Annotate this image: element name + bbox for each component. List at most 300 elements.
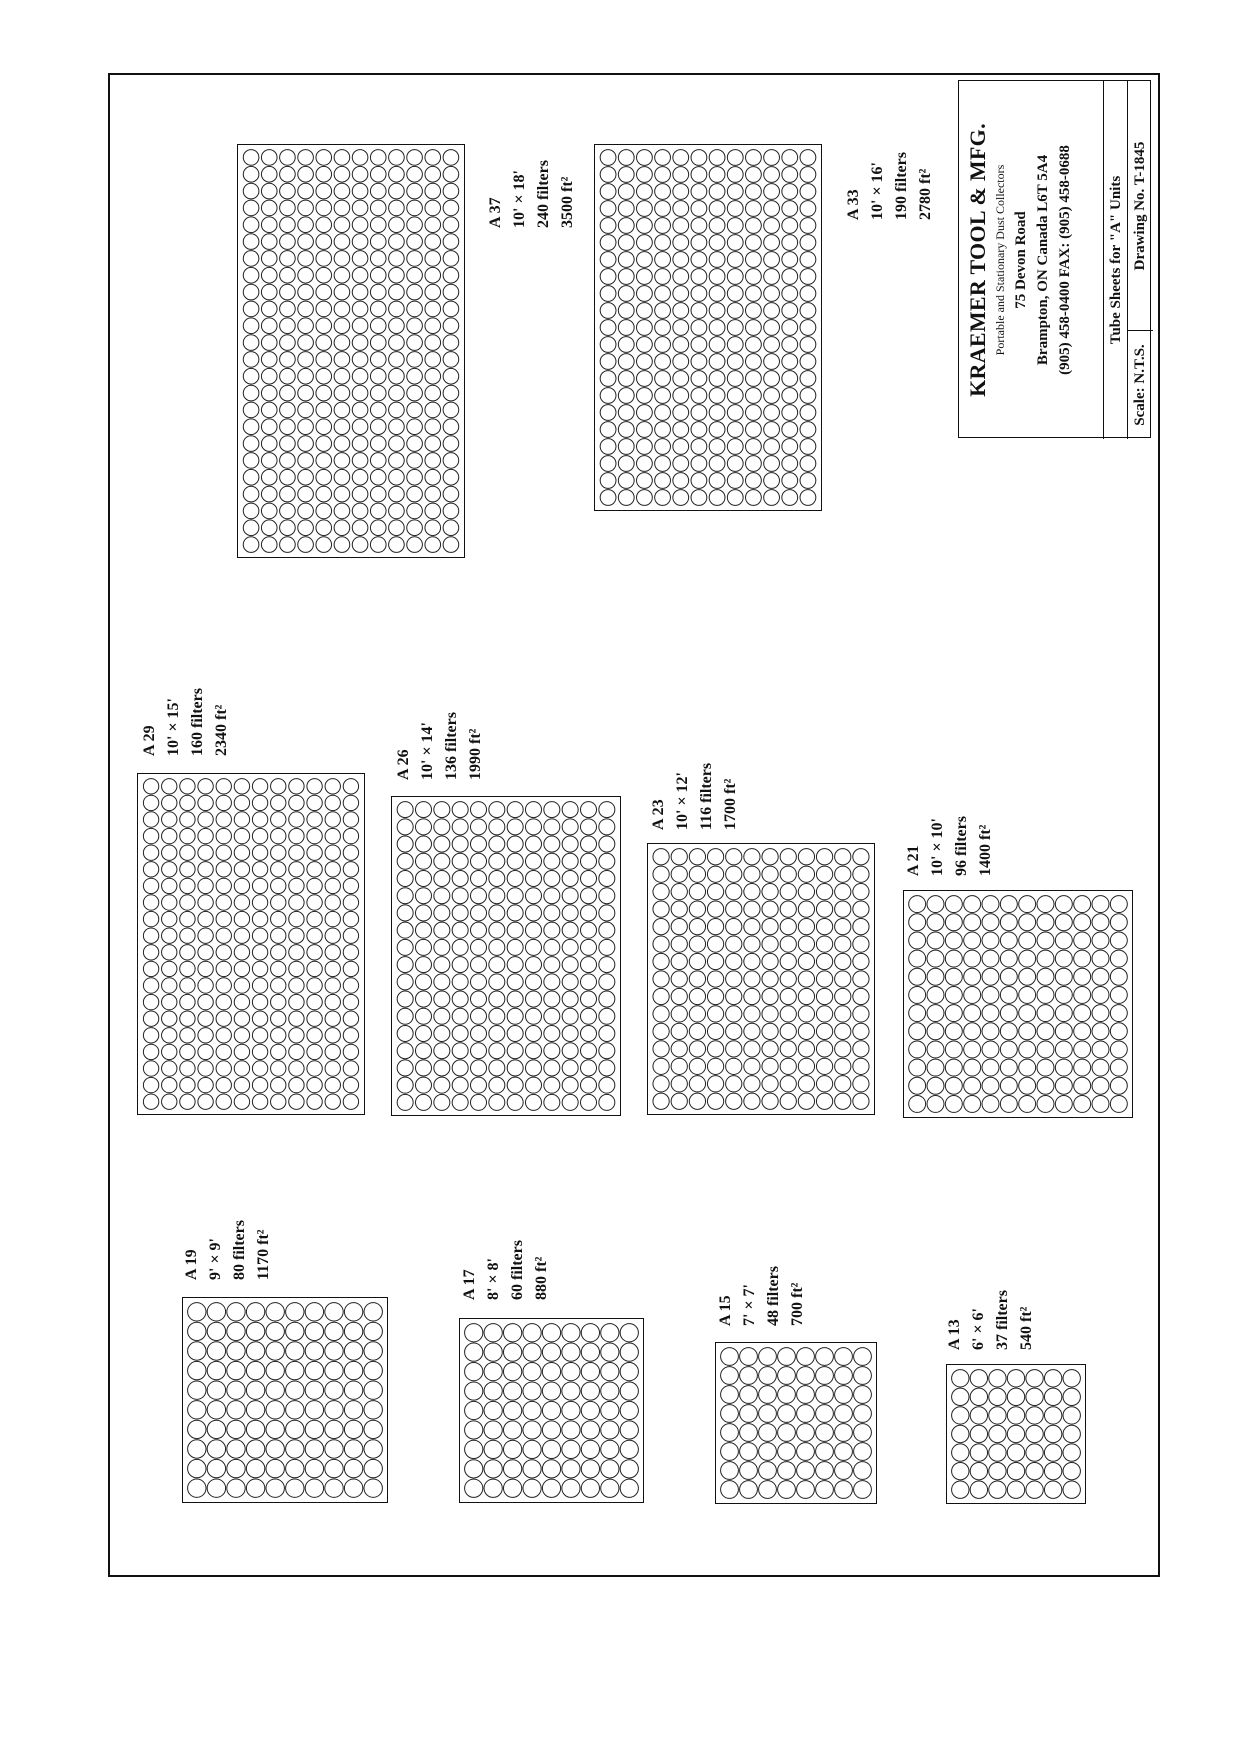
filter-hole [727,269,743,285]
filter-hole [298,301,314,317]
filter-hole [762,971,778,987]
filter-hole [503,1343,521,1361]
filter-hole [280,234,296,250]
filter-hole [188,1459,206,1477]
filter-hole [252,928,267,943]
filter-hole [964,1041,981,1058]
filter-hole [289,1094,304,1109]
filter-hole [489,870,505,886]
filter-hole [1092,1077,1109,1094]
filter-hole [964,914,981,931]
filter-hole [816,901,832,917]
filter-hole [280,183,296,199]
filter-hole [764,439,780,455]
filter-hole [470,1077,486,1093]
filter-hole [835,1386,853,1404]
filter-hole [188,1479,206,1497]
filter-hole [425,251,441,267]
filter-hole [261,368,277,384]
filter-hole [780,901,796,917]
filter-hole [352,486,368,502]
filter-hole [415,922,431,938]
filter-hole [305,1479,323,1497]
filter-hole [246,1303,264,1321]
filter-hole [280,150,296,166]
filter-hole [344,1381,362,1399]
filter-hole [797,1386,815,1404]
filter-hole [655,150,671,166]
filter-hole [562,870,578,886]
filter-hole [443,335,459,351]
filter-hole [816,1023,832,1039]
filter-hole [162,961,177,976]
filter-hole [1110,896,1127,913]
filter-hole [671,1093,687,1109]
filter-hole [764,354,780,370]
filter-hole [503,1421,521,1439]
filter-hole [343,1061,358,1076]
filter-hole [143,828,158,843]
filter-hole [726,1093,742,1109]
filter-hole [601,1382,619,1400]
filter-hole [1000,896,1017,913]
filter-hole [746,405,762,421]
filter-hole [489,1077,505,1093]
filter-hole [465,1382,483,1400]
filter-hole [600,235,616,251]
filter-hole [352,318,368,334]
filter-hole [689,953,705,969]
filter-hole [352,436,368,452]
filter-hole [271,845,286,860]
filter-hole [600,201,616,217]
filter-hole [198,961,213,976]
filter-hole [207,1342,225,1360]
filter-hole [470,836,486,852]
filter-hole [234,845,249,860]
filter-hole [271,878,286,893]
filter-hole [673,286,689,302]
filter-hole [671,1058,687,1074]
filter-hole [298,234,314,250]
filter-hole [162,1011,177,1026]
filter-hole [397,870,413,886]
filter-hole [243,453,259,469]
filter-hole [525,1060,541,1076]
filter-hole [243,267,259,283]
filter-hole [964,968,981,985]
filter-hole [854,1481,872,1499]
filter-hole [759,1386,777,1404]
filter-hole [407,453,423,469]
filter-hole [1007,1462,1024,1479]
filter-hole [415,802,431,818]
filter-hole [316,503,332,519]
filter-hole [305,1440,323,1458]
filter-hole [252,878,267,893]
filter-hole [207,1479,225,1497]
filter-hole [671,988,687,1004]
filter-hole [691,167,707,183]
filter-hole [307,928,322,943]
filter-hole [266,1420,284,1438]
filter-hole [344,1322,362,1340]
filter-hole [162,994,177,1009]
filter-hole [562,905,578,921]
filter-hole [425,217,441,233]
filter-hole [188,1440,206,1458]
filter-hole [343,878,358,893]
filter-hole [407,486,423,502]
filter-hole [415,1094,431,1110]
filter-hole [425,166,441,182]
filter-hole [671,918,687,934]
filter-hole [673,405,689,421]
filter-hole [389,267,405,283]
filter-hole [744,1093,760,1109]
filter-hole [599,870,615,886]
title-block [958,80,1151,438]
filter-hole [525,1008,541,1024]
filters-a26: 136 filters [443,712,460,780]
filter-hole [364,1420,382,1438]
filter-hole [407,267,423,283]
filter-hole [816,1443,834,1461]
filter-hole [782,456,798,472]
filter-hole [544,974,560,990]
filter-hole [1000,950,1017,967]
filter-hole [618,337,634,353]
filter-hole [800,490,816,506]
filter-hole [764,150,780,166]
filter-hole [618,422,634,438]
filter-hole [188,1322,206,1340]
filter-hole [298,469,314,485]
filter-hole [581,1382,599,1400]
filter-hole [600,456,616,472]
tube-grid-a37 [238,145,464,557]
filter-hole [266,1361,284,1379]
filter-hole [280,251,296,267]
filter-hole [691,184,707,200]
filter-hole [580,870,596,886]
filter-hole [389,217,405,233]
size-a26: 10' × 14' [419,721,436,780]
filter-hole [344,1440,362,1458]
filter-hole [673,371,689,387]
filter-hole [1055,932,1072,949]
filter-hole [425,352,441,368]
filter-hole [637,354,653,370]
filter-hole [853,988,869,1004]
filter-hole [689,901,705,917]
filter-hole [246,1401,264,1419]
filter-hole [854,1386,872,1404]
filter-hole [835,1348,853,1366]
filter-hole [853,884,869,900]
filter-hole [1063,1407,1080,1424]
filter-hole [707,988,723,1004]
filter-hole [316,385,332,401]
filter-hole [271,779,286,794]
filter-hole [407,166,423,182]
filter-hole [443,402,459,418]
filter-hole [415,1043,431,1059]
filter-hole [964,986,981,1003]
company-street: 75 Devon Road [1013,211,1029,309]
filter-hole [762,1058,778,1074]
filter-hole [653,1041,669,1057]
filter-hole [484,1362,502,1380]
filter-hole [835,1006,851,1022]
filter-hole [816,1093,832,1109]
filter-hole [307,1028,322,1043]
filter-hole [653,988,669,1004]
filter-hole [452,922,468,938]
filter-hole [325,961,340,976]
filter-hole [599,939,615,955]
filter-hole [298,166,314,182]
filter-hole [689,971,705,987]
filter-hole [600,439,616,455]
filter-hole [721,1386,739,1404]
filter-hole [443,183,459,199]
filter-hole [726,1076,742,1092]
filter-hole [762,988,778,1004]
filter-hole [599,1025,615,1041]
filter-hole [216,928,231,943]
filter-hole [637,371,653,387]
filter-hole [618,269,634,285]
filter-hole [243,150,259,166]
filter-hole [780,953,796,969]
filter-hole [325,1361,343,1379]
filter-hole [1037,1023,1054,1040]
filter-hole [816,1058,832,1074]
filter-hole [671,1023,687,1039]
filter-hole [234,812,249,827]
filter-hole [945,1095,962,1112]
filter-hole [970,1388,987,1405]
filter-hole [397,1043,413,1059]
filter-hole [234,828,249,843]
title-block-content [959,81,1152,439]
filter-hole [352,402,368,418]
filter-hole [762,1093,778,1109]
filter-hole [397,853,413,869]
filter-hole [415,870,431,886]
filter-hole [1074,1059,1091,1076]
filter-hole [764,422,780,438]
filter-hole [503,1479,521,1497]
filter-hole [334,385,350,401]
filter-hole [452,1025,468,1041]
filter-hole [727,490,743,506]
filter-hole [1044,1462,1061,1479]
filter-hole [909,932,926,949]
filter-hole [216,1028,231,1043]
filter-hole [465,1421,483,1439]
filter-hole [325,1044,340,1059]
filter-hole [909,914,926,931]
filter-hole [443,368,459,384]
filter-hole [389,251,405,267]
filter-hole [691,405,707,421]
filter-hole [443,520,459,536]
filter-hole [853,1023,869,1039]
filter-hole [180,994,195,1009]
filter-hole [243,251,259,267]
tube-sheet-a37 [237,144,465,558]
filter-hole [544,819,560,835]
filter-hole [234,928,249,943]
filter-hole [927,1005,944,1022]
filter-hole [216,1061,231,1076]
filter-hole [562,1421,580,1439]
filter-hole [1074,914,1091,931]
filter-hole [1110,1041,1127,1058]
filter-hole [286,1479,304,1497]
filter-hole [266,1381,284,1399]
company-city: Brampton, ON Canada L6T 5A4 [1035,154,1051,366]
filter-hole [234,945,249,960]
filter-hole [298,352,314,368]
filter-hole [601,1343,619,1361]
filter-hole [207,1401,225,1419]
filter-hole [452,888,468,904]
filter-hole [370,352,386,368]
filter-hole [425,503,441,519]
filter-hole [726,953,742,969]
filter-hole [307,994,322,1009]
filter-hole [709,303,725,319]
filter-hole [1037,914,1054,931]
filter-hole [1092,950,1109,967]
filter-hole [689,1076,705,1092]
filter-hole [370,402,386,418]
filter-hole [673,269,689,285]
filter-hole [507,802,523,818]
filter-hole [746,201,762,217]
filter-hole [982,1077,999,1094]
filter-hole [298,335,314,351]
filter-hole [544,1025,560,1041]
filter-hole [816,1424,834,1442]
filter-hole [726,884,742,900]
filter-hole [1019,1095,1036,1112]
filter-hole [854,1405,872,1423]
filter-hole [503,1401,521,1419]
filter-hole [618,252,634,268]
filter-hole [143,862,158,877]
filter-hole [542,1421,560,1439]
filter-hole [470,888,486,904]
filter-hole [618,184,634,200]
filter-hole [343,812,358,827]
filter-hole [581,1440,599,1458]
filter-hole [689,1006,705,1022]
filter-hole [544,1008,560,1024]
filter-hole [782,320,798,336]
filter-hole [952,1425,969,1442]
filter-hole [544,939,560,955]
filter-hole [425,267,441,283]
size-a15: 7' × 7' [741,1283,758,1326]
filter-hole [180,779,195,794]
filter-hole [1092,1095,1109,1112]
filter-hole [443,503,459,519]
filter-hole [909,1095,926,1112]
filter-hole [443,301,459,317]
filter-hole [1055,968,1072,985]
filter-hole [1110,986,1127,1003]
filter-hole [637,201,653,217]
filter-hole [370,469,386,485]
filter-hole [415,957,431,973]
filter-hole [465,1324,483,1342]
filter-hole [637,337,653,353]
filter-hole [673,150,689,166]
filter-hole [325,994,340,1009]
filter-hole [252,1044,267,1059]
filter-hole [689,866,705,882]
filter-hole [352,419,368,435]
filter-hole [653,1023,669,1039]
filter-hole [289,812,304,827]
filter-hole [180,1044,195,1059]
filter-hole [452,870,468,886]
filter-hole [600,252,616,268]
filter-hole [671,901,687,917]
filter-hole [434,1060,450,1076]
filter-hole [523,1440,541,1458]
filter-hole [443,267,459,283]
filter-hole [389,301,405,317]
filter-hole [746,167,762,183]
title-block-footer [1127,81,1153,439]
filter-hole [343,1044,358,1059]
filter-hole [673,303,689,319]
filter-hole [782,184,798,200]
filter-hole [252,945,267,960]
filter-hole [620,1479,638,1497]
filter-hole [673,473,689,489]
filter-hole [397,1094,413,1110]
filter-hole [562,836,578,852]
filter-hole [620,1362,638,1380]
filter-hole [581,1460,599,1478]
filter-hole [707,1093,723,1109]
filter-hole [816,1462,834,1480]
filter-hole [344,1420,362,1438]
filter-hole [945,932,962,949]
filter-hole [1026,1462,1043,1479]
area-a26: 1990 ft² [467,728,484,780]
filter-hole [709,269,725,285]
filter-hole [525,922,541,938]
filter-hole [746,473,762,489]
filter-hole [764,473,780,489]
filter-hole [691,490,707,506]
filter-hole [740,1386,758,1404]
filter-hole [261,503,277,519]
filter-hole [691,422,707,438]
size-a23: 10' × 12' [674,771,691,830]
filter-hole [721,1424,739,1442]
filter-hole [425,335,441,351]
filter-hole [1074,896,1091,913]
filter-hole [762,901,778,917]
